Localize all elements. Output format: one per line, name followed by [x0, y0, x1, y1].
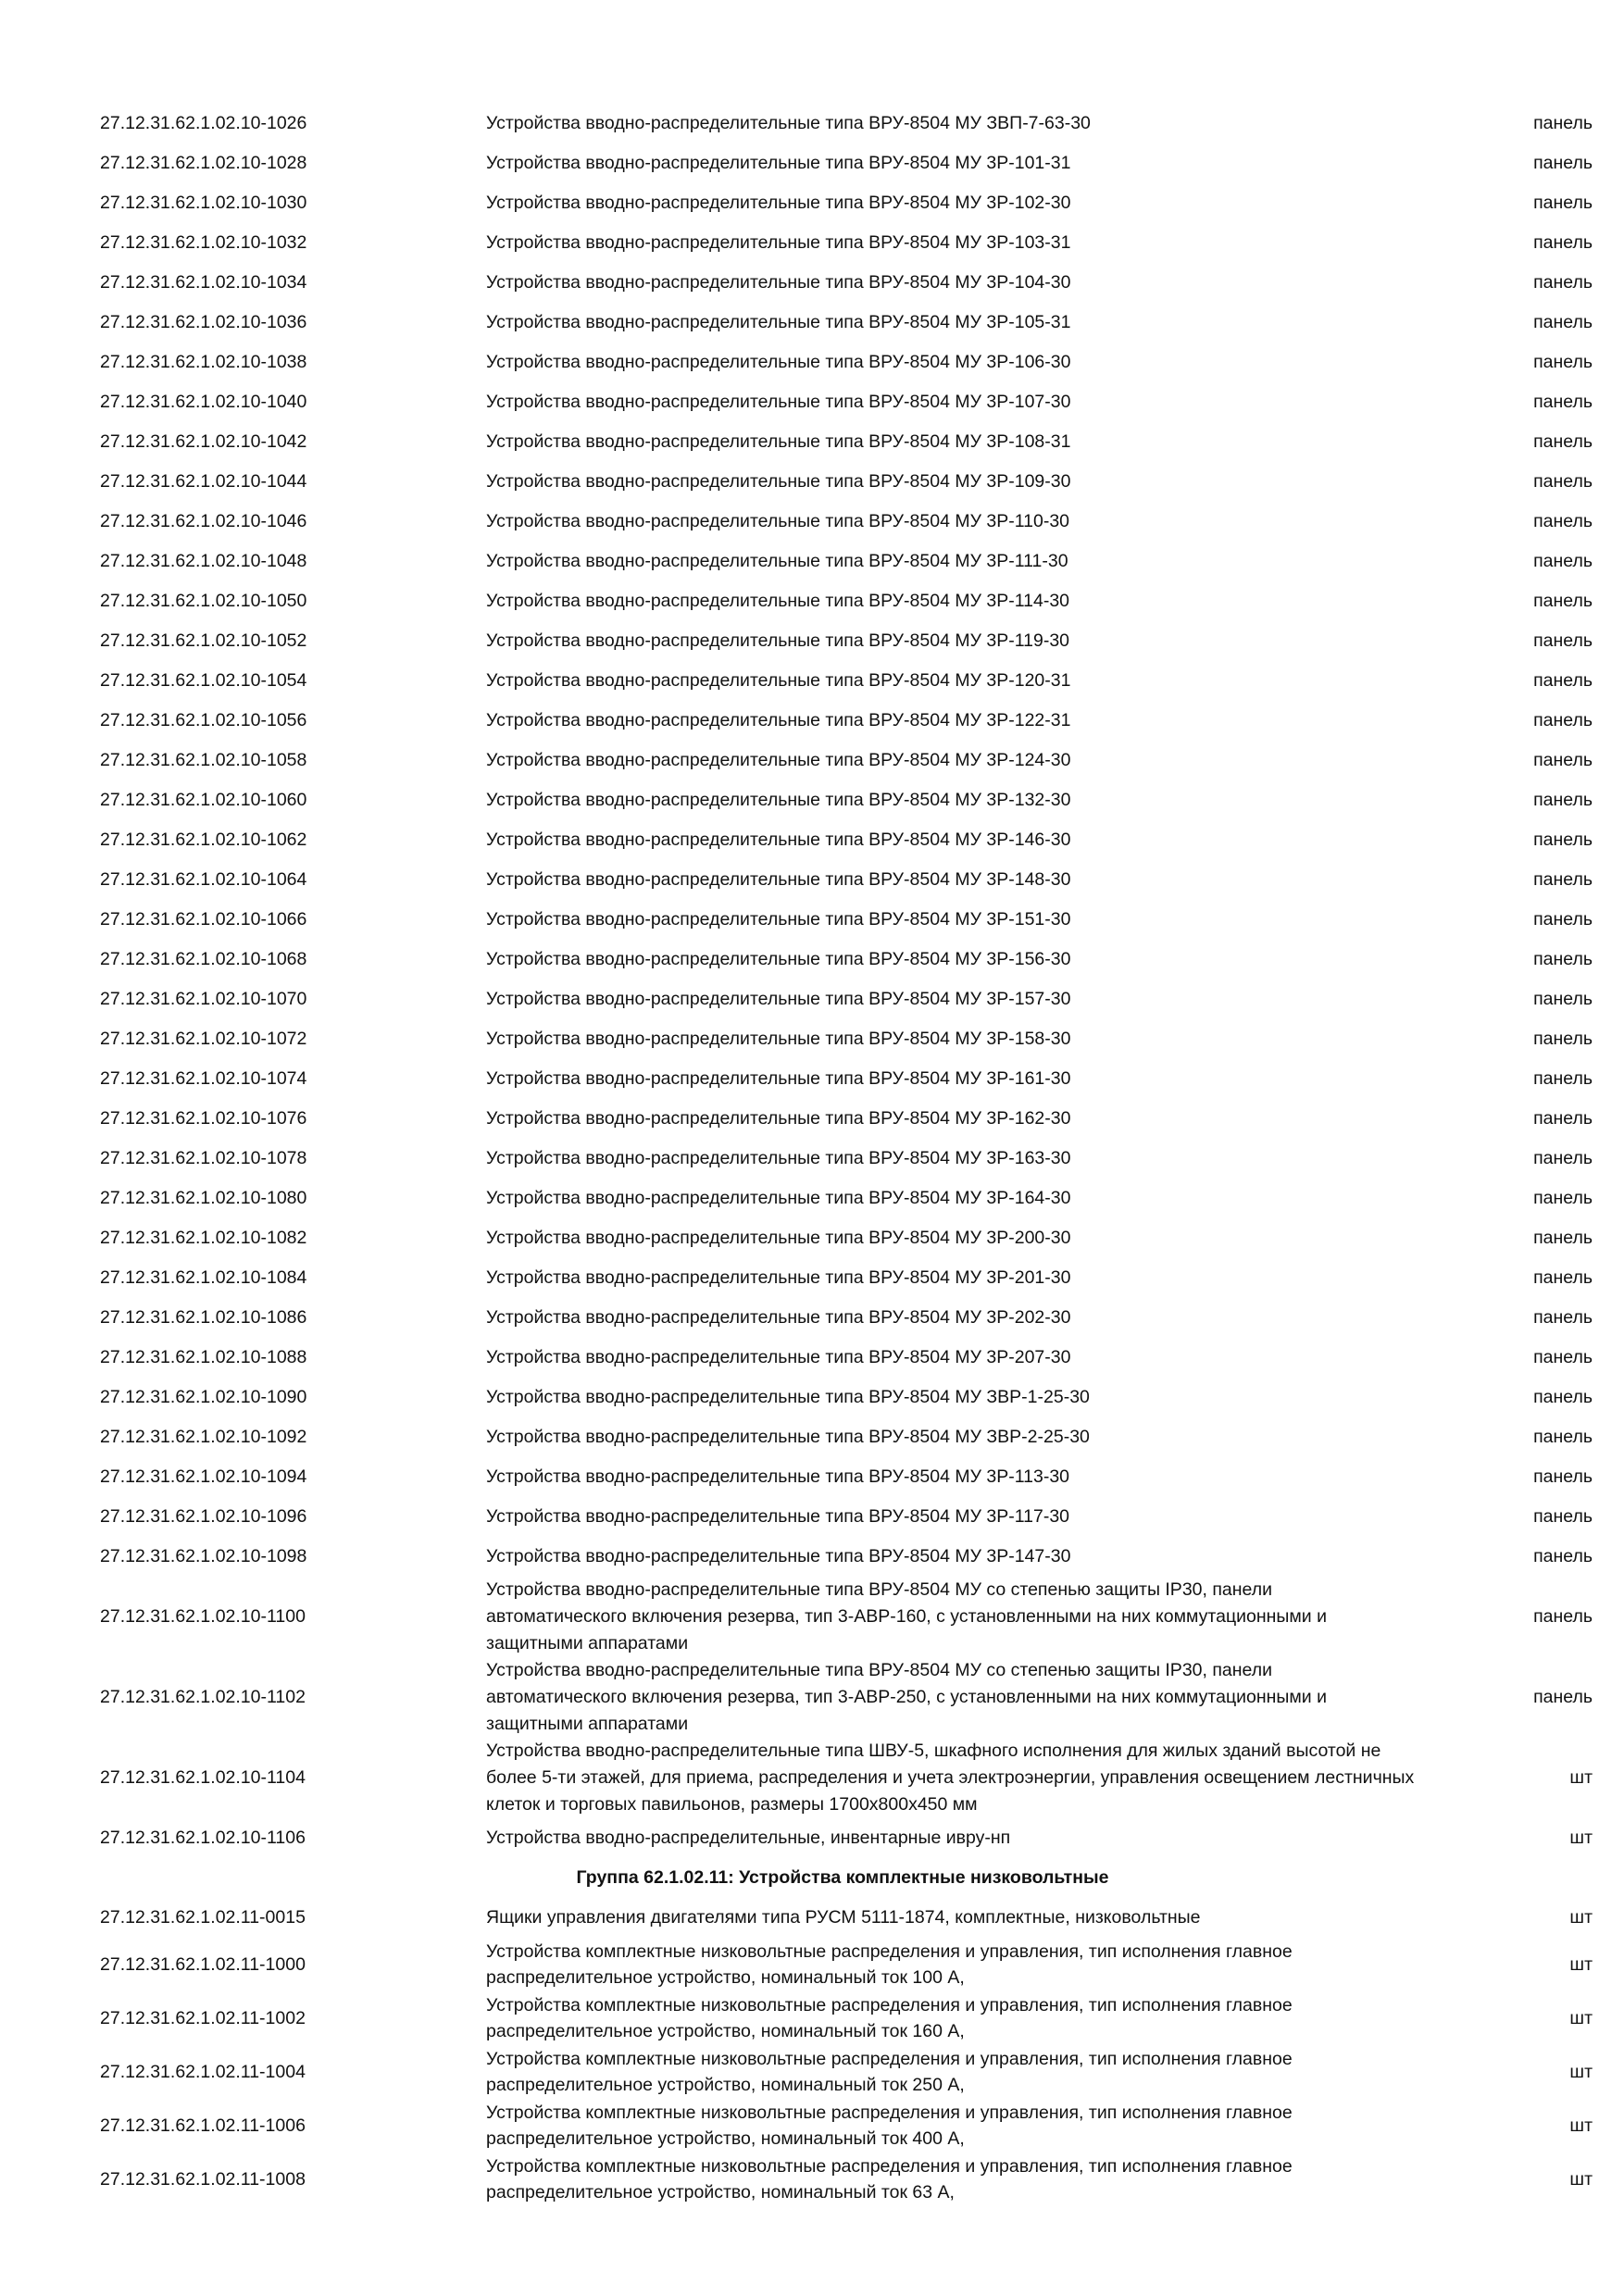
- resource-name: Устройства вводно-распределительные типа ШВУ-5, шкафного исполнения для жилых зданий высотой не более 5-ти этажей, для приема, распределения и учета электроэнергии, управления освещением лестничных клеток и торговых павильонов, размеры 1700х800х450 мм: [486, 1741, 1415, 1815]
- table-row: [93, 1338, 1593, 1378]
- resource-unit: панель: [1533, 511, 1593, 531]
- resource-name: Устройства вводно-распределительные типа ВРУ-8504 МУ 3Р-151-30: [486, 909, 1071, 930]
- resource-unit: панель: [1533, 232, 1593, 253]
- table-row: [93, 2045, 1593, 2099]
- resource-unit: панель: [1533, 471, 1593, 492]
- table-row: [93, 2152, 1593, 2206]
- table-row: [93, 1258, 1593, 1298]
- resource-code: 27.12.31.62.1.02.10-1098: [100, 1546, 307, 1566]
- table-row: [93, 860, 1593, 900]
- resource-code: 27.12.31.62.1.02.10-1062: [100, 830, 307, 850]
- resource-unit: панель: [1533, 272, 1593, 293]
- resource-code: 27.12.31.62.1.02.11-0015: [100, 1907, 306, 1928]
- table-row: [93, 940, 1593, 980]
- resource-code: 27.12.31.62.1.02.11-1000: [100, 1954, 306, 1975]
- resource-code: 27.12.31.62.1.02.10-1106: [100, 1828, 306, 1848]
- resource-code: 27.12.31.62.1.02.10-1038: [100, 352, 307, 372]
- resource-unit: панель: [1533, 949, 1593, 969]
- resource-unit: панель: [1533, 312, 1593, 332]
- table-row: [93, 303, 1593, 343]
- resource-unit: панель: [1533, 153, 1593, 173]
- resource-code: 27.12.31.62.1.02.10-1040: [100, 392, 307, 412]
- group-header-row: [93, 1858, 1593, 1898]
- table-row: [93, 223, 1593, 263]
- table-row: [93, 1099, 1593, 1139]
- resource-code: 27.12.31.62.1.02.10-1094: [100, 1466, 307, 1487]
- table-row: [93, 741, 1593, 780]
- resource-name: Устройства комплектные низковольтные распределения и управления, тип исполнения главное распределительное устройство, номинальный ток 250 А,: [486, 2049, 1293, 2095]
- resource-name: Устройства вводно-распределительные типа ВРУ-8504 МУ 3Р-106-30: [486, 352, 1071, 372]
- resource-code: 27.12.31.62.1.02.11-1006: [100, 2115, 306, 2136]
- resource-unit: панель: [1533, 591, 1593, 611]
- resource-code: 27.12.31.62.1.02.10-1034: [100, 272, 307, 293]
- resource-name: Устройства комплектные низковольтные распределения и управления, тип исполнения главное распределительное устройство, номинальный ток 400 А,: [486, 2103, 1293, 2149]
- resource-code: 27.12.31.62.1.02.10-1050: [100, 591, 307, 611]
- resource-code: 27.12.31.62.1.02.10-1092: [100, 1427, 307, 1447]
- table-row: [93, 104, 1593, 144]
- resource-unit: панель: [1533, 1466, 1593, 1487]
- resource-name: Устройства вводно-распределительные типа ВРУ-8504 МУ 3Р-164-30: [486, 1188, 1071, 1208]
- resource-name: Устройства вводно-распределительные типа ВРУ-8504 МУ 3Р-147-30: [486, 1546, 1071, 1566]
- table-row: [93, 1378, 1593, 1417]
- table-row: [93, 1738, 1593, 1818]
- resource-unit: панель: [1533, 1148, 1593, 1168]
- resource-code: 27.12.31.62.1.02.10-1088: [100, 1347, 307, 1367]
- table-row: [93, 621, 1593, 661]
- resource-name: Устройства вводно-распределительные типа ВРУ-8504 МУ 3Р-117-30: [486, 1506, 1070, 1527]
- table-row: [93, 900, 1593, 940]
- resource-unit: панель: [1533, 1228, 1593, 1248]
- resource-unit: панель: [1533, 352, 1593, 372]
- resource-name: Устройства вводно-распределительные типа ВРУ-8504 МУ со степенью защиты IP30, панели автоматического включения резерва, тип 3-АВР-250, с установленными на них коммутационными и защитными аппаратами: [486, 1660, 1328, 1734]
- table-row: [93, 263, 1593, 303]
- resource-unit: панель: [1533, 989, 1593, 1009]
- resource-name: Устройства вводно-распределительные типа ВРУ-8504 МУ 3Р-103-31: [486, 232, 1071, 253]
- table-row: [93, 1218, 1593, 1258]
- resource-name: Устройства вводно-распределительные типа ВРУ-8504 МУ ЗВП-7-63-30: [486, 113, 1091, 133]
- resource-name: Устройства вводно-распределительные типа ВРУ-8504 МУ ЗВР-1-25-30: [486, 1387, 1090, 1407]
- resource-name: Устройства вводно-распределительные типа ВРУ-8504 МУ 3Р-120-31: [486, 670, 1071, 691]
- resource-code: 27.12.31.62.1.02.10-1060: [100, 790, 307, 810]
- resource-code: 27.12.31.62.1.02.10-1074: [100, 1068, 307, 1089]
- resource-unit: панель: [1533, 392, 1593, 412]
- resource-unit: панель: [1533, 1687, 1593, 1707]
- resource-unit: панель: [1533, 1546, 1593, 1566]
- resource-code: 27.12.31.62.1.02.10-1046: [100, 511, 307, 531]
- resource-unit: панель: [1533, 830, 1593, 850]
- table-row: [93, 1537, 1593, 1577]
- table-row: [93, 183, 1593, 223]
- table-row: [93, 1139, 1593, 1179]
- resource-name: Устройства вводно-распределительные типа ВРУ-8504 МУ 3Р-101-31: [486, 153, 1071, 173]
- table-row: [93, 144, 1593, 183]
- resource-code: 27.12.31.62.1.02.10-1086: [100, 1307, 307, 1328]
- resource-unit: шт: [1569, 2008, 1593, 2028]
- table-row: [93, 1179, 1593, 1218]
- resource-code: 27.12.31.62.1.02.10-1044: [100, 471, 307, 492]
- resource-code: 27.12.31.62.1.02.10-1100: [100, 1606, 306, 1627]
- table-row: [93, 1298, 1593, 1338]
- resource-unit: панель: [1533, 1188, 1593, 1208]
- table-row: [93, 422, 1593, 462]
- resource-code: 27.12.31.62.1.02.10-1072: [100, 1029, 307, 1049]
- table-row: [93, 2099, 1593, 2152]
- table-row: [93, 661, 1593, 701]
- resource-code: 27.12.31.62.1.02.10-1030: [100, 193, 307, 213]
- group-title: Группа 62.1.02.11: Устройства комплектные низковольтные: [576, 1867, 1109, 1888]
- resource-unit: панель: [1533, 193, 1593, 213]
- resource-code: 27.12.31.62.1.02.10-1082: [100, 1228, 307, 1248]
- resource-name: Устройства вводно-распределительные типа ВРУ-8504 МУ 3Р-113-30: [486, 1466, 1070, 1487]
- resource-code: 27.12.31.62.1.02.10-1102: [100, 1687, 306, 1707]
- resource-unit: панель: [1533, 1068, 1593, 1089]
- resource-name: Устройства вводно-распределительные типа ВРУ-8504 МУ 3Р-109-30: [486, 471, 1071, 492]
- resource-unit: панель: [1533, 710, 1593, 730]
- table-row: [93, 343, 1593, 382]
- table-row: [93, 1019, 1593, 1059]
- resource-name: Устройства вводно-распределительные типа ВРУ-8504 МУ 3Р-156-30: [486, 949, 1071, 969]
- resource-unit: панель: [1533, 869, 1593, 890]
- resource-code: 27.12.31.62.1.02.10-1048: [100, 551, 307, 571]
- resource-name: Устройства вводно-распределительные типа ВРУ-8504 МУ 3Р-111-30: [486, 551, 1068, 571]
- table-row: [93, 1059, 1593, 1099]
- table-row: [93, 980, 1593, 1019]
- resource-name: Устройства вводно-распределительные типа ВРУ-8504 МУ 3Р-200-30: [486, 1228, 1071, 1248]
- table-row: [93, 1657, 1593, 1738]
- table-row: [93, 1417, 1593, 1457]
- resource-name: Устройства вводно-распределительные типа ВРУ-8504 МУ 3Р-110-30: [486, 511, 1070, 531]
- resource-unit: панель: [1533, 750, 1593, 770]
- resource-unit: панель: [1533, 1307, 1593, 1328]
- resource-code: 27.12.31.62.1.02.10-1068: [100, 949, 307, 969]
- resource-code: 27.12.31.62.1.02.10-1070: [100, 989, 307, 1009]
- resource-code: 27.12.31.62.1.02.10-1036: [100, 312, 307, 332]
- table-row: [93, 1577, 1593, 1657]
- resource-table-body: [93, 104, 1593, 2206]
- resource-code: 27.12.31.62.1.02.10-1080: [100, 1188, 307, 1208]
- resource-unit: панель: [1533, 670, 1593, 691]
- resource-unit: панель: [1533, 790, 1593, 810]
- resource-name: Устройства вводно-распределительные типа ВРУ-8504 МУ 3Р-161-30: [486, 1068, 1071, 1089]
- resource-unit: панель: [1533, 1108, 1593, 1129]
- resource-name: Устройства вводно-распределительные типа ВРУ-8504 МУ 3Р-108-31: [486, 431, 1071, 452]
- resource-name: Устройства вводно-распределительные типа ВРУ-8504 МУ 3Р-107-30: [486, 392, 1071, 412]
- resource-code: 27.12.31.62.1.02.10-1084: [100, 1267, 307, 1288]
- resource-code: 27.12.31.62.1.02.10-1066: [100, 909, 307, 930]
- resource-name: Устройства вводно-распределительные типа ВРУ-8504 МУ 3Р-202-30: [486, 1307, 1071, 1328]
- resource-name: Устройства вводно-распределительные типа ВРУ-8504 МУ 3Р-114-30: [486, 591, 1070, 611]
- resource-unit: панель: [1533, 431, 1593, 452]
- resource-unit: панель: [1533, 551, 1593, 571]
- resource-code: 27.12.31.62.1.02.11-1008: [100, 2169, 306, 2190]
- resource-name: Устройства вводно-распределительные типа ВРУ-8504 МУ 3Р-157-30: [486, 989, 1071, 1009]
- resource-code: 27.12.31.62.1.02.11-1004: [100, 2062, 306, 2082]
- resource-unit: шт: [1569, 1828, 1593, 1848]
- resource-code: 27.12.31.62.1.02.10-1076: [100, 1108, 307, 1129]
- resource-name: Устройства вводно-распределительные типа ВРУ-8504 МУ 3Р-119-30: [486, 630, 1070, 651]
- resource-name: Устройства вводно-распределительные типа ВРУ-8504 МУ 3Р-148-30: [486, 869, 1071, 890]
- table-row: [93, 1818, 1593, 1858]
- resource-code: 27.12.31.62.1.02.10-1058: [100, 750, 307, 770]
- resource-code: 27.12.31.62.1.02.10-1028: [100, 153, 307, 173]
- table-row: [93, 542, 1593, 581]
- table-row: [93, 1991, 1593, 2045]
- resource-code: 27.12.31.62.1.02.10-1096: [100, 1506, 307, 1527]
- resource-unit: панель: [1533, 909, 1593, 930]
- resource-name: Устройства вводно-распределительные типа ВРУ-8504 МУ со степенью защиты IP30, панели автоматического включения резерва, тип 3-АВР-160, с установленными на них коммутационными и защитными аппаратами: [486, 1579, 1328, 1653]
- resource-unit: шт: [1569, 2062, 1593, 2082]
- resource-unit: панель: [1533, 1606, 1593, 1627]
- resource-name: Устройства вводно-распределительные типа ВРУ-8504 МУ ЗВР-2-25-30: [486, 1427, 1090, 1447]
- resource-unit: панель: [1533, 1506, 1593, 1527]
- resource-name: Устройства вводно-распределительные типа ВРУ-8504 МУ 3Р-104-30: [486, 272, 1071, 293]
- table-row: [93, 502, 1593, 542]
- table-row: [93, 820, 1593, 860]
- resource-name: Ящики управления двигателями типа РУСМ 5111-1874, комплектные, низковольтные: [486, 1907, 1201, 1928]
- resource-name: Устройства вводно-распределительные типа ВРУ-8504 МУ 3Р-207-30: [486, 1347, 1071, 1367]
- table-row: [93, 1457, 1593, 1497]
- resource-name: Устройства комплектные низковольтные распределения и управления, тип исполнения главное распределительное устройство, номинальный ток 100 А,: [486, 1941, 1293, 1988]
- resource-name: Устройства вводно-распределительные типа ВРУ-8504 МУ 3Р-124-30: [486, 750, 1071, 770]
- table-row: [93, 1497, 1593, 1537]
- resource-unit: панель: [1533, 1387, 1593, 1407]
- resource-unit: панель: [1533, 1029, 1593, 1049]
- resource-code: 27.12.31.62.1.02.10-1090: [100, 1387, 307, 1407]
- resource-code: 27.12.31.62.1.02.11-1002: [100, 2008, 306, 2028]
- resource-unit: шт: [1569, 1907, 1593, 1928]
- resource-name: Устройства вводно-распределительные типа ВРУ-8504 МУ 3Р-105-31: [486, 312, 1071, 332]
- table-row: [93, 382, 1593, 422]
- resource-unit: шт: [1569, 2115, 1593, 2136]
- resource-name: Устройства вводно-распределительные типа ВРУ-8504 МУ 3Р-201-30: [486, 1267, 1071, 1288]
- resource-unit: панель: [1533, 1347, 1593, 1367]
- resource-unit: шт: [1569, 2169, 1593, 2190]
- resource-unit: панель: [1533, 1267, 1593, 1288]
- resource-code: 27.12.31.62.1.02.10-1042: [100, 431, 307, 452]
- resource-name: Устройства комплектные низковольтные распределения и управления, тип исполнения главное распределительное устройство, номинальный ток 63 А,: [486, 2156, 1293, 2202]
- resource-code: 27.12.31.62.1.02.10-1064: [100, 869, 307, 890]
- resource-name: Устройства вводно-распределительные типа ВРУ-8504 МУ 3Р-122-31: [486, 710, 1071, 730]
- resource-unit: шт: [1569, 1767, 1593, 1788]
- table-row: [93, 1898, 1593, 1938]
- resource-name: Устройства вводно-распределительные типа ВРУ-8504 МУ 3Р-146-30: [486, 830, 1071, 850]
- table-row: [93, 780, 1593, 820]
- resource-code: 27.12.31.62.1.02.10-1078: [100, 1148, 307, 1168]
- resource-name: Устройства вводно-распределительные типа ВРУ-8504 МУ 3Р-102-30: [486, 193, 1071, 213]
- resource-code: 27.12.31.62.1.02.10-1056: [100, 710, 307, 730]
- resource-name: Устройства вводно-распределительные типа ВРУ-8504 МУ 3Р-163-30: [486, 1148, 1071, 1168]
- resource-code: 27.12.31.62.1.02.10-1054: [100, 670, 307, 691]
- resource-name: Устройства вводно-распределительные типа ВРУ-8504 МУ 3Р-162-30: [486, 1108, 1071, 1129]
- resource-unit: панель: [1533, 113, 1593, 133]
- resource-name: Устройства вводно-распределительные типа ВРУ-8504 МУ 3Р-158-30: [486, 1029, 1071, 1049]
- resource-code: 27.12.31.62.1.02.10-1052: [100, 630, 307, 651]
- table-row: [93, 701, 1593, 741]
- resource-name: Устройства вводно-распределительные типа ВРУ-8504 МУ 3Р-132-30: [486, 790, 1071, 810]
- resource-table: [93, 104, 1593, 2206]
- resource-unit: шт: [1569, 1954, 1593, 1975]
- resource-code: 27.12.31.62.1.02.10-1026: [100, 113, 307, 133]
- resource-unit: панель: [1533, 1427, 1593, 1447]
- resource-name: Устройства комплектные низковольтные распределения и управления, тип исполнения главное распределительное устройство, номинальный ток 160 А,: [486, 1995, 1293, 2041]
- resource-name: Устройства вводно-распределительные, инвентарные ивру-нп: [486, 1828, 1011, 1848]
- table-row: [93, 462, 1593, 502]
- table-row: [93, 1938, 1593, 1991]
- resource-unit: панель: [1533, 630, 1593, 651]
- resource-code: 27.12.31.62.1.02.10-1104: [100, 1767, 306, 1788]
- table-row: [93, 581, 1593, 621]
- resource-code: 27.12.31.62.1.02.10-1032: [100, 232, 307, 253]
